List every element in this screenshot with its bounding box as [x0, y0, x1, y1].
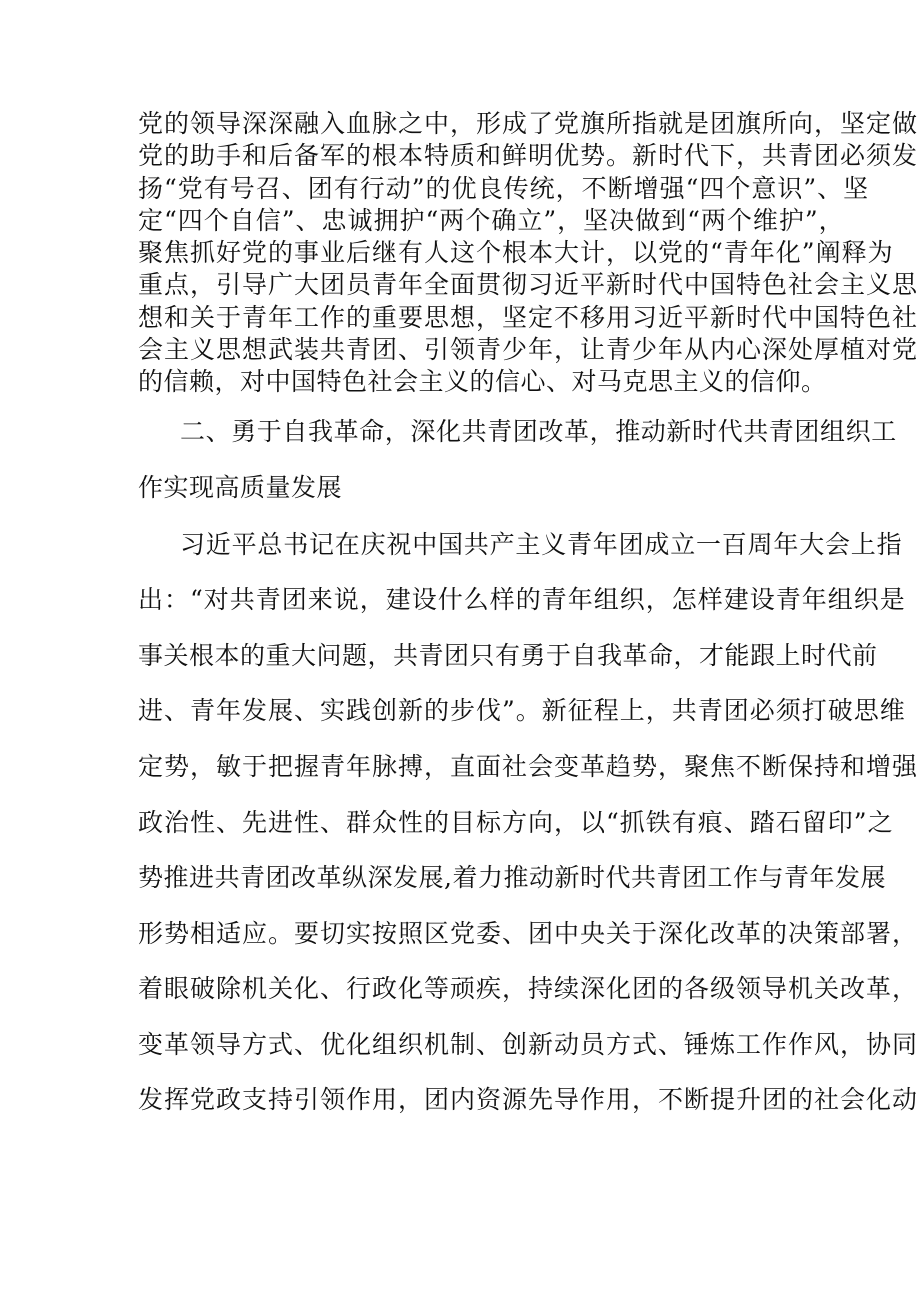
paragraph-2-line: 形势相适应。要切实按照区党委、团中央关于深化改革的决策部署，	[138, 919, 919, 948]
paragraph-2-line: 变革领导方式、优化组织机制、创新动员方式、锤炼工作作风，协同	[138, 1030, 919, 1059]
paragraph-1-line: 会主义思想武装共青团、引领青少年，让青少年从内心深处厚植对党	[138, 335, 919, 364]
paragraph-1-line: 党的领导深深融入血脉之中，形成了党旗所指就是团旗所向，坚定做	[138, 109, 919, 138]
section-heading-line: 二、勇于自我革命，深化共青团改革，推动新时代共青团组织工	[180, 417, 897, 446]
paragraph-2-line: 着眼破除机关化、行政化等顽疾，持续深化团的各级领导机关改革，	[138, 974, 919, 1003]
paragraph-1-line: 聚焦抓好党的事业后继有人这个根本大计，以党的“青年化”阐释为	[138, 238, 894, 267]
paragraph-1-line: 党的助手和后备军的根本特质和鲜明优势。新时代下，共青团必须发	[138, 141, 919, 170]
paragraph-1-line: 扬“党有号召、团有行动”的优良传统，不断增强“四个意识”、坚	[138, 174, 870, 203]
paragraph-1-line: 定“四个自信”、忠诚拥护“两个确立”，坚决做到“两个维护”，	[138, 206, 845, 235]
paragraph-2-line: 事关根本的重大问题，共青团只有勇于自我革命，才能跟上时代前	[138, 641, 878, 670]
paragraph-2-line: 政治性、先进性、群众性的目标方向，以“抓铁有痕、踏石留印”之	[138, 808, 894, 837]
paragraph-2-line: 进、青年发展、实践创新的步伐”。新征程上，共青团必须打破思维	[138, 696, 906, 725]
paragraph-2-line: 势推进共青团改革纵深发展,着力推动新时代共青团工作与青年发展	[138, 863, 886, 892]
section-heading-line: 作实现高质量发展	[138, 473, 343, 502]
paragraph-1-line: 的信赖，对中国特色社会主义的信心、对马克思主义的信仰。	[138, 367, 827, 396]
paragraph-1-line: 想和关于青年工作的重要思想，坚定不移用习近平新时代中国特色社	[138, 303, 919, 332]
paragraph-2-line: 习近平总书记在庆祝中国共产主义青年团成立一百周年大会上指	[180, 530, 903, 559]
paragraph-2-line: 定势，敏于把握青年脉搏，直面社会变革趋势，聚焦不断保持和增强	[138, 752, 919, 781]
paragraph-2-line: 出：“对共青团来说，建设什么样的青年组织，怎样建设青年组织是	[138, 585, 906, 614]
paragraph-1-line: 重点，引导广大团员青年全面贯彻习近平新时代中国特色社会主义思	[138, 270, 919, 299]
paragraph-2-line: 发挥党政支持引领作用，团内资源先导作用，不断提升团的社会化动	[138, 1085, 919, 1114]
